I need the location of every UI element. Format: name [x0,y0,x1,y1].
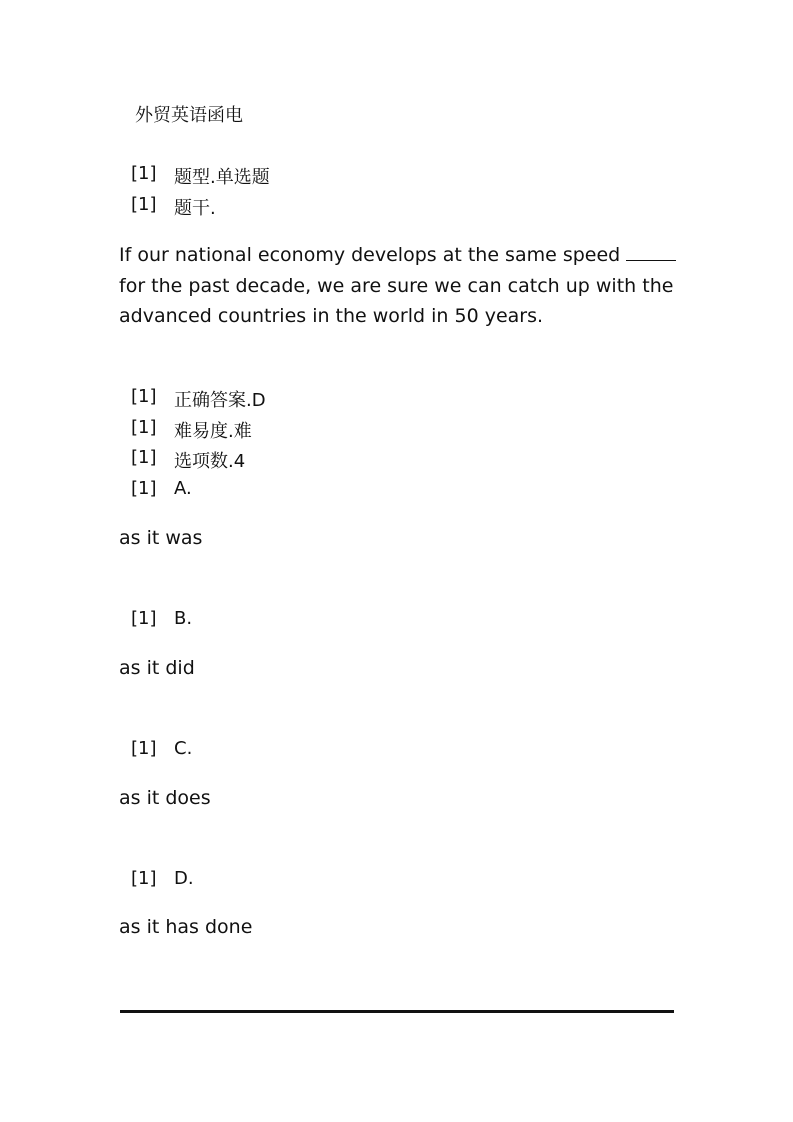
option-letter: C. [174,738,193,759]
meta-marker: [1] [131,608,157,629]
option-letter: B. [174,608,193,629]
meta-text: 题干. [174,198,216,219]
option-b-text: as it did [119,657,195,679]
meta-marker: [1] [131,478,157,499]
question-text-part1: If our national economy develops at the same speed [119,244,627,266]
question-stem [119,240,689,332]
meta-marker: [1] [131,417,157,438]
option-letter: D. [174,868,194,889]
document-title: 外贸英语函电 [135,105,243,126]
meta-marker: [1] [131,738,157,759]
meta-text: 选项数.4 [174,451,246,472]
question-text-part2: for the past decade, we are sure we can catch up with the advanced countries in the world in 50 years. [119,274,674,327]
option-letter: A. [174,478,192,499]
meta-text: 难易度.难 [174,421,252,442]
meta-marker: [1] [131,447,157,468]
meta-marker: [1] [131,194,157,215]
meta-text: 题型.单选题 [174,167,270,188]
meta-marker: [1] [131,163,157,184]
meta-marker: [1] [131,386,157,407]
option-d-text: as it has done [119,916,253,938]
answer-blank [626,244,676,261]
meta-marker: [1] [131,868,157,889]
option-c-text: as it does [119,787,211,809]
horizontal-rule [120,1010,674,1013]
option-a-text: as it was [119,527,203,549]
meta-text: 正确答案.D [174,390,266,411]
